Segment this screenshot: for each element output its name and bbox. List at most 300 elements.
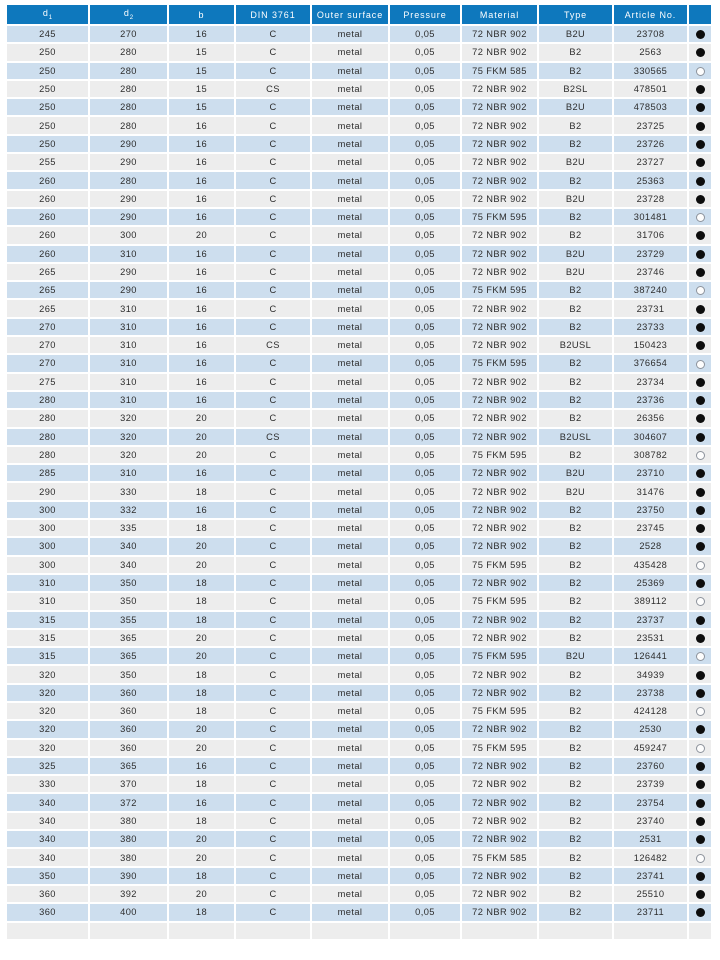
cell-type: B2: [538, 373, 613, 391]
cell-pressure: 0,05: [389, 629, 461, 647]
cell-article_no: 2530: [613, 720, 688, 738]
cell-material: 72 NBR 902: [461, 720, 538, 738]
cell-pressure: 0,05: [389, 537, 461, 555]
cell-din: C: [235, 665, 311, 683]
cell-material: 72 NBR 902: [461, 611, 538, 629]
cell-outer_surface: metal: [311, 830, 389, 848]
cell-d2: 280: [89, 62, 168, 80]
table-row: [7, 25, 712, 43]
cell-d1: 360: [7, 885, 89, 903]
cell-indicator: [688, 537, 712, 555]
cell-outer_surface: metal: [311, 409, 389, 427]
table-row: [7, 318, 712, 336]
table-row: [7, 647, 712, 665]
filled-circle-icon: [696, 835, 705, 844]
empty-cell-type: [538, 922, 613, 940]
cell-article_no: 23739: [613, 775, 688, 793]
cell-pressure: 0,05: [389, 299, 461, 317]
filled-circle-icon: [696, 341, 705, 350]
table-row: [7, 391, 712, 409]
cell-din: C: [235, 245, 311, 263]
table-row: [7, 135, 712, 153]
cell-pressure: 0,05: [389, 116, 461, 134]
cell-indicator: [688, 318, 712, 336]
hollow-circle-icon: [696, 652, 705, 661]
cell-pressure: 0,05: [389, 336, 461, 354]
cell-type: B2U: [538, 245, 613, 263]
table-row: [7, 409, 712, 427]
cell-din: C: [235, 647, 311, 665]
cell-material: 75 FKM 595: [461, 556, 538, 574]
cell-material: 75 FKM 595: [461, 281, 538, 299]
filled-circle-icon: [696, 488, 705, 497]
cell-d1: 260: [7, 171, 89, 189]
cell-article_no: 478501: [613, 80, 688, 98]
cell-d2: 320: [89, 409, 168, 427]
cell-outer_surface: metal: [311, 80, 389, 98]
cell-pressure: 0,05: [389, 793, 461, 811]
cell-article_no: 478503: [613, 98, 688, 116]
cell-pressure: 0,05: [389, 464, 461, 482]
table-row: [7, 43, 712, 61]
cell-indicator: [688, 171, 712, 189]
cell-din: CS: [235, 428, 311, 446]
cell-b: 20: [168, 556, 235, 574]
cell-article_no: 424128: [613, 702, 688, 720]
empty-cell-din: [235, 922, 311, 940]
col-header-article-no: Article No.: [613, 5, 688, 25]
cell-material: 75 FKM 585: [461, 848, 538, 866]
cell-article_no: 23531: [613, 629, 688, 647]
cell-d1: 250: [7, 80, 89, 98]
filled-circle-icon: [696, 762, 705, 771]
cell-indicator: [688, 592, 712, 610]
table-row: [7, 428, 712, 446]
cell-type: B2: [538, 446, 613, 464]
cell-material: 72 NBR 902: [461, 171, 538, 189]
filled-circle-icon: [696, 799, 705, 808]
cell-type: B2: [538, 574, 613, 592]
cell-article_no: 435428: [613, 556, 688, 574]
cell-b: 18: [168, 775, 235, 793]
cell-outer_surface: metal: [311, 318, 389, 336]
cell-pressure: 0,05: [389, 885, 461, 903]
cell-article_no: 26356: [613, 409, 688, 427]
cell-article_no: 23725: [613, 116, 688, 134]
col-header-din-3761: DIN 3761: [235, 5, 311, 25]
cell-b: 16: [168, 208, 235, 226]
table-row: [7, 812, 712, 830]
cell-pressure: 0,05: [389, 226, 461, 244]
cell-pressure: 0,05: [389, 245, 461, 263]
empty-cell-d1: [7, 922, 89, 940]
cell-b: 16: [168, 190, 235, 208]
cell-material: 72 NBR 902: [461, 135, 538, 153]
cell-material: 75 FKM 585: [461, 62, 538, 80]
cell-pressure: 0,05: [389, 43, 461, 61]
filled-circle-icon: [696, 817, 705, 826]
cell-outer_surface: metal: [311, 153, 389, 171]
cell-pressure: 0,05: [389, 574, 461, 592]
cell-d2: 360: [89, 702, 168, 720]
cell-pressure: 0,05: [389, 190, 461, 208]
table-row: [7, 464, 712, 482]
cell-din: C: [235, 171, 311, 189]
cell-b: 15: [168, 98, 235, 116]
table-row: [7, 592, 712, 610]
cell-outer_surface: metal: [311, 25, 389, 43]
filled-circle-icon: [696, 158, 705, 167]
cell-b: 16: [168, 793, 235, 811]
cell-d1: 360: [7, 903, 89, 921]
col-header-d1-subscript: 1: [48, 14, 53, 21]
hollow-circle-icon: [696, 286, 705, 295]
cell-type: B2: [538, 391, 613, 409]
cell-article_no: 2563: [613, 43, 688, 61]
cell-material: 72 NBR 902: [461, 867, 538, 885]
cell-din: CS: [235, 80, 311, 98]
cell-d2: 310: [89, 354, 168, 372]
cell-indicator: [688, 299, 712, 317]
cell-d2: 310: [89, 336, 168, 354]
filled-circle-icon: [696, 323, 705, 332]
cell-b: 15: [168, 62, 235, 80]
cell-article_no: 23738: [613, 684, 688, 702]
filled-circle-icon: [696, 780, 705, 789]
cell-article_no: 23727: [613, 153, 688, 171]
cell-material: 72 NBR 902: [461, 116, 538, 134]
cell-type: B2USL: [538, 428, 613, 446]
cell-pressure: 0,05: [389, 263, 461, 281]
hollow-circle-icon: [696, 561, 705, 570]
cell-d1: 250: [7, 135, 89, 153]
cell-pressure: 0,05: [389, 318, 461, 336]
filled-circle-icon: [696, 433, 705, 442]
cell-b: 16: [168, 25, 235, 43]
cell-d1: 265: [7, 263, 89, 281]
table-row: [7, 665, 712, 683]
cell-din: C: [235, 867, 311, 885]
filled-circle-icon: [696, 689, 705, 698]
cell-b: 16: [168, 391, 235, 409]
cell-din: C: [235, 537, 311, 555]
cell-pressure: 0,05: [389, 281, 461, 299]
filled-circle-icon: [696, 671, 705, 680]
table-body: [7, 25, 712, 940]
table-row: [7, 519, 712, 537]
cell-d2: 392: [89, 885, 168, 903]
cell-article_no: 23711: [613, 903, 688, 921]
col-header-d2: [89, 5, 168, 25]
cell-d1: 340: [7, 848, 89, 866]
cell-outer_surface: metal: [311, 592, 389, 610]
cell-indicator: [688, 574, 712, 592]
cell-outer_surface: metal: [311, 208, 389, 226]
cell-outer_surface: metal: [311, 574, 389, 592]
cell-din: C: [235, 482, 311, 500]
filled-circle-icon: [696, 579, 705, 588]
table-row: [7, 336, 712, 354]
cell-din: C: [235, 903, 311, 921]
cell-type: B2U: [538, 647, 613, 665]
cell-d2: 380: [89, 812, 168, 830]
cell-b: 16: [168, 135, 235, 153]
table-row: [7, 281, 712, 299]
cell-outer_surface: metal: [311, 647, 389, 665]
cell-type: B2U: [538, 190, 613, 208]
hollow-circle-icon: [696, 213, 705, 222]
cell-d2: 310: [89, 299, 168, 317]
cell-material: 72 NBR 902: [461, 757, 538, 775]
cell-indicator: [688, 501, 712, 519]
cell-pressure: 0,05: [389, 482, 461, 500]
cell-article_no: 389112: [613, 592, 688, 610]
cell-d2: 280: [89, 116, 168, 134]
cell-d2: 280: [89, 43, 168, 61]
filled-circle-icon: [696, 725, 705, 734]
cell-type: B2: [538, 720, 613, 738]
hollow-circle-icon: [696, 707, 705, 716]
cell-b: 16: [168, 354, 235, 372]
cell-type: B2: [538, 409, 613, 427]
cell-indicator: [688, 519, 712, 537]
cell-type: B2U: [538, 464, 613, 482]
hollow-circle-icon: [696, 67, 705, 76]
table-header-row: [7, 5, 712, 25]
cell-article_no: 459247: [613, 739, 688, 757]
cell-indicator: [688, 684, 712, 702]
cell-b: 20: [168, 446, 235, 464]
cell-din: C: [235, 354, 311, 372]
cell-article_no: 23737: [613, 611, 688, 629]
table-row: [7, 611, 712, 629]
cell-b: 20: [168, 537, 235, 555]
cell-type: B2: [538, 43, 613, 61]
cell-din: C: [235, 409, 311, 427]
cell-din: C: [235, 98, 311, 116]
cell-din: C: [235, 720, 311, 738]
table-row: [7, 501, 712, 519]
cell-pressure: 0,05: [389, 208, 461, 226]
cell-material: 75 FKM 595: [461, 354, 538, 372]
cell-article_no: 23726: [613, 135, 688, 153]
cell-indicator: [688, 62, 712, 80]
cell-pressure: 0,05: [389, 684, 461, 702]
cell-type: B2: [538, 684, 613, 702]
cell-din: C: [235, 43, 311, 61]
col-header-outer-surface: Outer surface: [311, 5, 389, 25]
cell-article_no: 23754: [613, 793, 688, 811]
cell-d1: 315: [7, 629, 89, 647]
cell-pressure: 0,05: [389, 25, 461, 43]
cell-b: 16: [168, 171, 235, 189]
cell-din: C: [235, 464, 311, 482]
cell-outer_surface: metal: [311, 464, 389, 482]
cell-outer_surface: metal: [311, 793, 389, 811]
cell-indicator: [688, 739, 712, 757]
cell-material: 72 NBR 902: [461, 263, 538, 281]
cell-d1: 270: [7, 354, 89, 372]
cell-d1: 315: [7, 611, 89, 629]
cell-type: B2: [538, 757, 613, 775]
cell-type: B2U: [538, 25, 613, 43]
cell-din: C: [235, 153, 311, 171]
cell-din: C: [235, 263, 311, 281]
cell-outer_surface: metal: [311, 281, 389, 299]
cell-d1: 250: [7, 43, 89, 61]
filled-circle-icon: [696, 140, 705, 149]
cell-type: B2: [538, 299, 613, 317]
cell-outer_surface: metal: [311, 135, 389, 153]
cell-indicator: [688, 647, 712, 665]
cell-b: 18: [168, 812, 235, 830]
cell-b: 15: [168, 43, 235, 61]
cell-article_no: 330565: [613, 62, 688, 80]
table-row: [7, 299, 712, 317]
cell-material: 72 NBR 902: [461, 190, 538, 208]
empty-cell-article_no: [613, 922, 688, 940]
cell-outer_surface: metal: [311, 556, 389, 574]
cell-din: C: [235, 757, 311, 775]
filled-circle-icon: [696, 616, 705, 625]
cell-d2: 290: [89, 281, 168, 299]
empty-cell-pressure: [389, 922, 461, 940]
col-header-d2-label: d: [123, 8, 130, 19]
cell-din: CS: [235, 336, 311, 354]
table-row: [7, 848, 712, 866]
cell-outer_surface: metal: [311, 190, 389, 208]
table-row: [7, 739, 712, 757]
cell-article_no: 23733: [613, 318, 688, 336]
cell-material: 75 FKM 595: [461, 739, 538, 757]
cell-indicator: [688, 391, 712, 409]
cell-d2: 320: [89, 446, 168, 464]
cell-b: 16: [168, 299, 235, 317]
empty-cell-outer_surface: [311, 922, 389, 940]
cell-din: C: [235, 739, 311, 757]
cell-outer_surface: metal: [311, 739, 389, 757]
empty-cell-material: [461, 922, 538, 940]
cell-outer_surface: metal: [311, 903, 389, 921]
cell-din: C: [235, 501, 311, 519]
cell-d1: 300: [7, 519, 89, 537]
filled-circle-icon: [696, 634, 705, 643]
cell-indicator: [688, 903, 712, 921]
cell-article_no: 23745: [613, 519, 688, 537]
cell-article_no: 25363: [613, 171, 688, 189]
cell-article_no: 34939: [613, 665, 688, 683]
table-row: [7, 98, 712, 116]
cell-material: 72 NBR 902: [461, 226, 538, 244]
cell-b: 16: [168, 116, 235, 134]
cell-type: B2: [538, 830, 613, 848]
cell-article_no: 304607: [613, 428, 688, 446]
cell-outer_surface: metal: [311, 611, 389, 629]
cell-type: B2: [538, 665, 613, 683]
cell-outer_surface: metal: [311, 391, 389, 409]
cell-din: C: [235, 116, 311, 134]
cell-type: B2USL: [538, 336, 613, 354]
cell-type: B2: [538, 611, 613, 629]
cell-b: 16: [168, 336, 235, 354]
col-header-material: Material: [461, 5, 538, 25]
cell-d1: 320: [7, 702, 89, 720]
cell-d1: 300: [7, 537, 89, 555]
cell-outer_surface: metal: [311, 720, 389, 738]
cell-indicator: [688, 263, 712, 281]
col-header-type: Type: [538, 5, 613, 25]
cell-material: 75 FKM 595: [461, 592, 538, 610]
cell-outer_surface: metal: [311, 354, 389, 372]
filled-circle-icon: [696, 542, 705, 551]
cell-material: 72 NBR 902: [461, 153, 538, 171]
cell-d1: 340: [7, 793, 89, 811]
cell-d1: 310: [7, 592, 89, 610]
cell-din: C: [235, 391, 311, 409]
cell-pressure: 0,05: [389, 812, 461, 830]
cell-b: 16: [168, 318, 235, 336]
table-row: [7, 793, 712, 811]
cell-d2: 365: [89, 647, 168, 665]
cell-d1: 325: [7, 757, 89, 775]
table-row: [7, 153, 712, 171]
cell-type: B2U: [538, 482, 613, 500]
cell-outer_surface: metal: [311, 171, 389, 189]
cell-article_no: 25369: [613, 574, 688, 592]
cell-b: 18: [168, 482, 235, 500]
cell-d2: 300: [89, 226, 168, 244]
cell-b: 18: [168, 592, 235, 610]
cell-d1: 340: [7, 830, 89, 848]
cell-outer_surface: metal: [311, 702, 389, 720]
filled-circle-icon: [696, 195, 705, 204]
cell-d2: 372: [89, 793, 168, 811]
cell-type: B2: [538, 867, 613, 885]
empty-cell-d2: [89, 922, 168, 940]
cell-pressure: 0,05: [389, 153, 461, 171]
cell-d1: 300: [7, 501, 89, 519]
cell-material: 72 NBR 902: [461, 903, 538, 921]
cell-indicator: [688, 135, 712, 153]
cell-indicator: [688, 281, 712, 299]
cell-b: 16: [168, 153, 235, 171]
cell-d1: 280: [7, 391, 89, 409]
col-header-d1: [7, 5, 89, 25]
cell-article_no: 150423: [613, 336, 688, 354]
cell-d1: 300: [7, 556, 89, 574]
col-header-b: b: [168, 5, 235, 25]
cell-indicator: [688, 43, 712, 61]
cell-material: 72 NBR 902: [461, 245, 538, 263]
cell-outer_surface: metal: [311, 226, 389, 244]
table-row: [7, 537, 712, 555]
cell-d2: 370: [89, 775, 168, 793]
table-row: [7, 757, 712, 775]
cell-pressure: 0,05: [389, 501, 461, 519]
cell-d1: 280: [7, 409, 89, 427]
table-row: [7, 263, 712, 281]
cell-d2: 350: [89, 574, 168, 592]
cell-din: C: [235, 25, 311, 43]
cell-article_no: 23728: [613, 190, 688, 208]
cell-d2: 290: [89, 263, 168, 281]
cell-d2: 365: [89, 757, 168, 775]
table-row: [7, 245, 712, 263]
table-row: [7, 830, 712, 848]
cell-type: B2: [538, 226, 613, 244]
filled-circle-icon: [696, 908, 705, 917]
cell-material: 72 NBR 902: [461, 519, 538, 537]
